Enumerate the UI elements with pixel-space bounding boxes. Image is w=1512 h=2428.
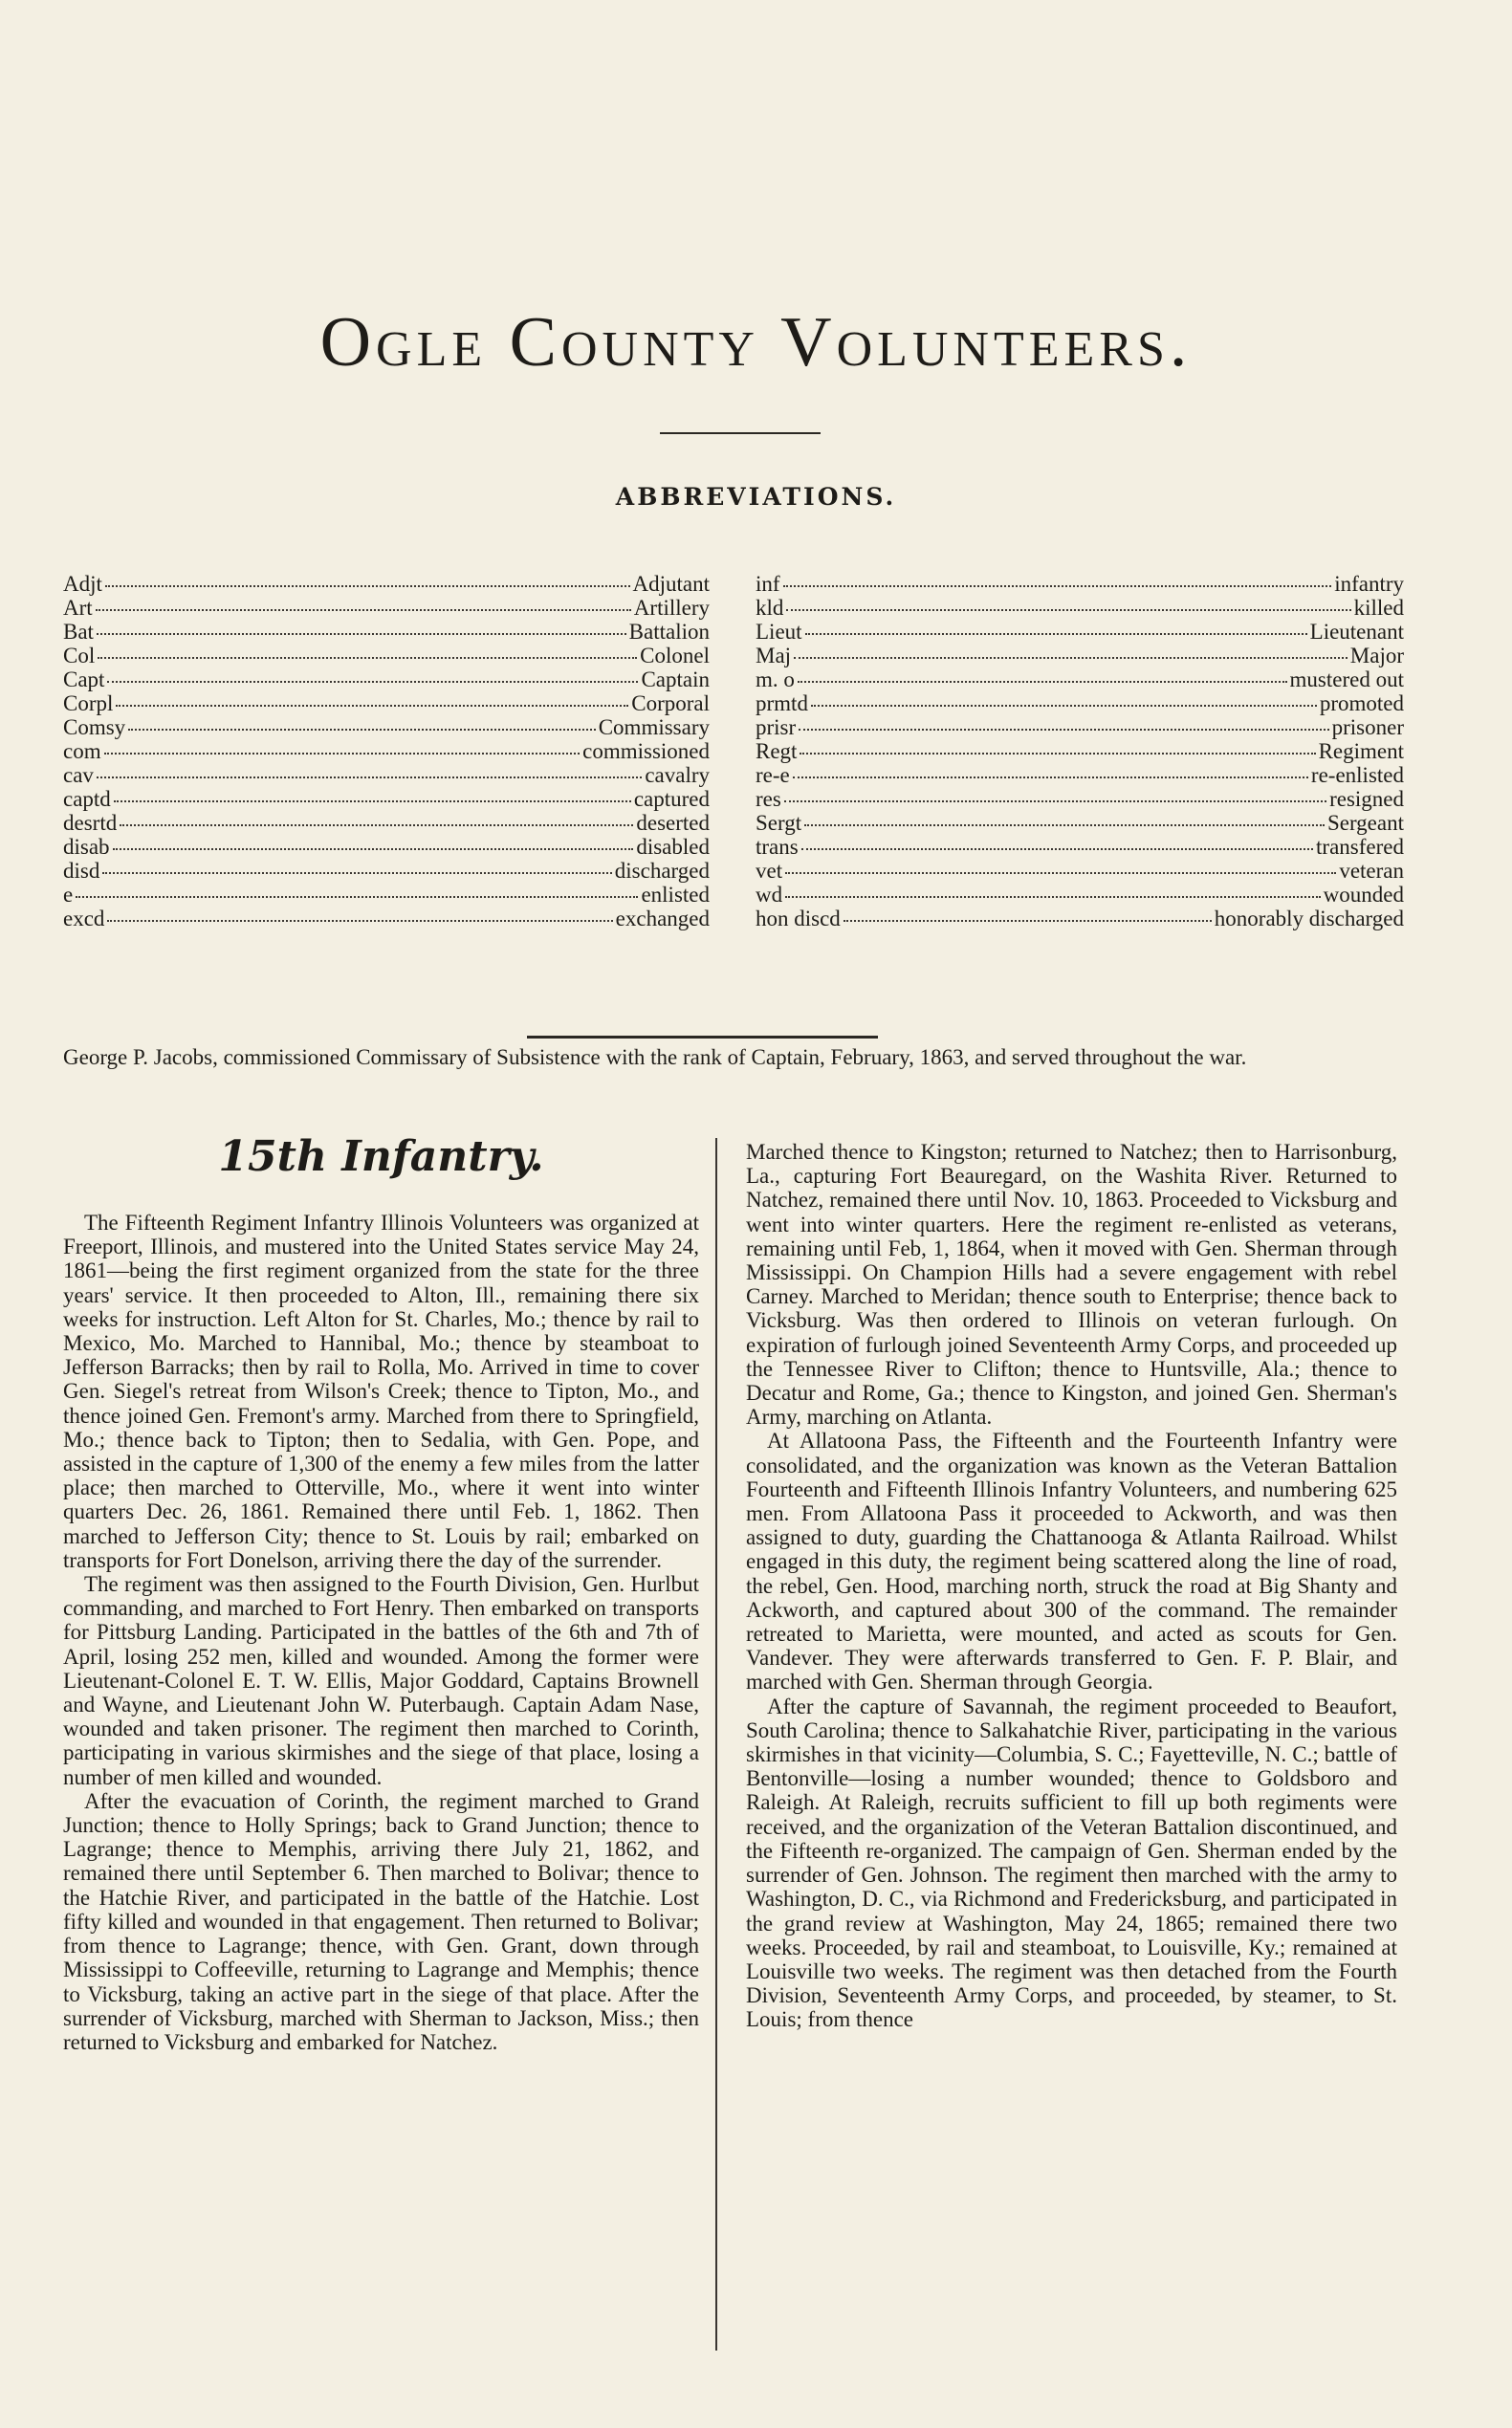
abbreviation-row <box>756 763 1404 787</box>
abbreviation-row <box>63 596 710 620</box>
abbreviation: e <box>63 883 74 907</box>
dot-leader <box>96 609 631 611</box>
dot-leader <box>786 609 1350 611</box>
abbreviation-meaning: Battalion <box>628 620 710 644</box>
abbreviation: Col <box>63 644 96 667</box>
column-divider <box>715 1138 717 2351</box>
dot-leader <box>785 872 1336 874</box>
abbreviation-row <box>63 883 710 907</box>
abbreviation-row <box>63 667 710 691</box>
abbreviation-row <box>756 883 1404 907</box>
abbreviation-row <box>63 572 710 596</box>
abbreviation-row <box>63 835 710 859</box>
abbreviation-row <box>756 835 1404 859</box>
dot-leader <box>116 705 628 707</box>
dot-leader <box>804 824 1325 826</box>
paragraph: After the capture of Savannah, the regiment proceeded to Beaufort, South Carolina; thence to Salkahatchie River, participating in the various skirmishes in that vicinity—Columbia, S. C.; Fayetteville, N. C.; battle of Bentonville—losing a number wounded; thence to Goldsboro and Raleigh. At Raleigh, recruits sufficient to fill up both regiments were received, and the organization of the Veteran Battalion discontinued, and the Fifteenth re-organized. The campaign of Gen. Sherman ended by the surrender of Gen. Johnson. The regiment then marched with the army to Washington, D. C., via Richmond and Fredericksburg, and participated in the grand review at Washington, May 24, 1865; remained there two weeks. Proceeded, by rail and steamboat, to Louisville, Ky.; remained at Louisville two weeks. The regiment was then detached from the Fourth Division, Seventeenth Army Corps, and proceeded, by steamer, to St. Louis; from thence <box>746 1694 1397 2032</box>
abbreviation-meaning: Regiment <box>1318 739 1404 763</box>
dot-leader <box>801 848 1313 850</box>
abbreviation: Adjt <box>63 572 102 596</box>
abbreviation: Regt <box>756 739 798 763</box>
abbreviations-list-right <box>756 572 1404 930</box>
abbreviation: Lieut <box>756 620 802 644</box>
dot-leader <box>805 633 1307 635</box>
dot-leader <box>107 920 612 922</box>
abbreviation-row <box>756 644 1404 667</box>
abbreviation-row <box>756 667 1404 691</box>
abbreviation-row <box>63 907 710 930</box>
abbreviation-meaning: infantry <box>1334 572 1404 596</box>
abbreviation: captd <box>63 787 111 811</box>
abbreviation-meaning: enlisted <box>641 883 710 907</box>
abbreviation-row <box>63 691 710 715</box>
abbreviation-meaning: commissioned <box>582 739 710 763</box>
abbreviation-meaning: deserted <box>636 811 710 835</box>
abbreviation: wd <box>756 883 783 907</box>
abbreviation-row <box>756 715 1404 739</box>
dot-leader <box>798 681 1287 683</box>
dot-leader <box>97 777 642 778</box>
dot-leader <box>785 896 1321 898</box>
abbreviation-meaning: Major <box>1349 644 1404 667</box>
abbreviation-row <box>63 620 710 644</box>
abbreviation-meaning: discharged <box>614 859 710 883</box>
abbreviation-meaning: veteran <box>1339 859 1404 883</box>
abbreviation: inf <box>756 572 780 596</box>
abbreviation: disd <box>63 859 100 883</box>
jacobs-note: George P. Jacobs, commissioned Commissary of Subsistence with the rank of Captain, February, 1863, and served throughout the war. <box>63 1045 1247 1069</box>
dot-leader <box>811 705 1317 707</box>
abbreviation: Sergt <box>756 811 802 835</box>
abbreviations-list-left <box>63 572 710 930</box>
abbreviation-row <box>63 787 710 811</box>
dot-leader <box>783 585 1332 587</box>
dot-leader <box>793 777 1308 778</box>
abbreviation-row <box>756 859 1404 883</box>
abbreviation-meaning: mustered out <box>1289 667 1404 691</box>
abbreviation: prmtd <box>756 691 808 715</box>
abbreviation: vet <box>756 859 783 883</box>
dot-leader <box>104 753 581 755</box>
abbreviation-row <box>756 572 1404 596</box>
abbreviation-meaning: prisoner <box>1331 715 1404 739</box>
abbreviation-meaning: transfered <box>1316 835 1404 859</box>
abbreviations-heading: ABBREVIATIONS. <box>615 483 897 511</box>
section-heading: 15th Infantry. <box>218 1132 544 1181</box>
abbreviation-row <box>63 644 710 667</box>
abbreviation-meaning: resigned <box>1329 787 1404 811</box>
page-title: Ogle County Volunteers. <box>319 303 1193 382</box>
abbreviation: kld <box>756 596 784 620</box>
abbreviation: Maj <box>756 644 792 667</box>
abbreviation-meaning: disabled <box>636 835 710 859</box>
abbreviation: cav <box>63 763 94 787</box>
abbreviation-row <box>756 907 1404 930</box>
abbreviation-meaning: promoted <box>1319 691 1404 715</box>
paragraph: At Allatoona Pass, the Fifteenth and the Fourteenth Infantry were consolidated, and the organization was known as the Veteran Battalion Fourteenth and Fifteenth Illinois Infantry Volunteers, and numbering 625 men. From Allatoona Pass it proceeded to Ackworth, and was then assigned to duty, guarding the Chattanooga & Atlanta Railroad. Whilst engaged in this duty, the regiment being scattered along the line of road, the rebel, Gen. Hood, marching north, struck the road at Big Shanty and Ackworth, and captured about 300 of the command. The remainder retreated to Marietta, were mounted, and acted as scouts for Gen. Vandever. They were afterwards transferred to Gen. F. P. Blair, and marched with Gen. Sherman through Georgia. <box>746 1429 1397 1695</box>
dot-leader <box>120 824 633 826</box>
abbreviation-meaning: captured <box>633 787 710 811</box>
abbreviation-meaning: Commissary <box>598 715 710 739</box>
right-column <box>746 1140 1397 2328</box>
abbreviation: res <box>756 787 781 811</box>
dot-leader <box>800 753 1315 755</box>
abbreviation-meaning: wounded <box>1323 883 1404 907</box>
abbreviation-meaning: Sergeant <box>1326 811 1404 835</box>
dot-leader <box>97 633 626 635</box>
abbreviation-meaning: killed <box>1353 596 1404 620</box>
dot-leader <box>113 848 634 850</box>
paragraph: Marched thence to Kingston; returned to Natchez; then to Harrisonburg, La., capturing Fort Beauregard, on the Washita River. Returned to Natchez, remained there until Nov. 10, 1863. Proceeded to Vicksburg and went into winter quarters. Here the regiment re-enlisted as veterans, remaining until Feb, 1, 1864, when it moved with Gen. Sherman through Mississippi. On Champion Hills had a severe engagement with rebel Carney. Marched to Meridan; thence south to Enterprise; thence back to Vicksburg. Was then ordered to Illinois on veteran furlough. On expiration of furlough joined Seventeenth Army Corps, and proceeded up the Tennessee River to Clifton; thence to Huntsville, Ala.; thence to Decatur and Rome, Ga.; thence to Kingston, and joined Gen. Sherman's Army, marching on Atlanta. <box>746 1140 1397 1430</box>
abbreviation-row <box>756 596 1404 620</box>
dot-leader <box>105 585 630 587</box>
dot-leader <box>794 657 1348 659</box>
abbreviation-meaning: Adjutant <box>632 572 710 596</box>
dot-leader <box>107 681 638 683</box>
abbreviation-meaning: exchanged <box>615 907 710 930</box>
abbreviation-meaning: Colonel <box>640 644 710 667</box>
section-rule <box>527 1036 878 1039</box>
dot-leader <box>844 920 1212 922</box>
abbreviation: trans <box>756 835 799 859</box>
abbreviation-row <box>63 715 710 739</box>
abbreviation-row <box>756 620 1404 644</box>
dot-leader <box>98 657 637 659</box>
abbreviation-meaning: re-enlisted <box>1310 763 1404 787</box>
abbreviation: desrtd <box>63 811 118 835</box>
abbreviation-row <box>756 787 1404 811</box>
abbreviation: disab <box>63 835 110 859</box>
paragraph: After the evacuation of Corinth, the regiment marched to Grand Junction; thence to Holly Springs; back to Grand Junction; thence to Lagrange; thence to Memphis, arriving there July 21, 1862, and remained there until September 6. Then marched to Bolivar; thence to the Hatchie River, and participated in the battle of the Hatchie. Lost fifty killed and wounded in that engagement. Then returned to Bolivar; from thence to Lagrange; thence, with Gen. Grant, down through Mississippi to Coffeeville, returning to Lagrange and Memphis; thence to Vicksburg, taking an active part in the siege of that place. After the surrender of Vicksburg, marched with Sherman to Jackson, Miss.; then returned to Vicksburg and embarked for Natchez. <box>63 1788 699 2054</box>
abbreviation: Capt <box>63 667 105 691</box>
dot-leader <box>102 872 611 874</box>
abbreviation: Corpl <box>63 691 114 715</box>
abbreviation: re-e <box>756 763 790 787</box>
abbreviation-row <box>756 811 1404 835</box>
abbreviation-row <box>756 739 1404 763</box>
abbreviation-row <box>63 811 710 835</box>
abbreviation-meaning: Lieutenant <box>1309 620 1404 644</box>
abbreviation-row <box>63 739 710 763</box>
dot-leader <box>114 800 631 802</box>
abbreviation: m. o <box>756 667 795 691</box>
abbreviation: prisr <box>756 715 797 739</box>
abbreviation-row <box>63 859 710 883</box>
abbreviation: hon discd <box>756 907 841 930</box>
abbreviation: excd <box>63 907 105 930</box>
title-rule <box>660 432 821 434</box>
abbreviation-row <box>63 763 710 787</box>
abbreviation-meaning: Captain <box>641 667 710 691</box>
abbreviation-meaning: Artillery <box>633 596 710 620</box>
left-column <box>63 1211 699 2328</box>
abbreviation: com <box>63 739 101 763</box>
dot-leader <box>784 800 1326 802</box>
paragraph: The Fifteenth Regiment Infantry Illinois Volunteers was organized at Freeport, Illinois, and mustered into the United States service May 24, 1861—being the first regiment organized from the state for the three years' service. It then proceeded to Alton, Ill., remaining there six weeks for instruction. Left Alton for St. Charles, Mo.; thence by rail to Mexico, Mo. Marched to Hannibal, Mo.; thence by steamboat to Jefferson Barracks; then by rail to Rolla, Mo. Arrived in time to cover Gen. Siegel's retreat from Wilson's Creek; thence to Tipton, Mo., and thence joined Gen. Fremont's army. Marched from there to Springfield, Mo.; thence back to Tipton; then to Sedalia, with Gen. Pope, and assisted in the capture of 1,300 of the enemy a few miles from the latter place; then marched to Otterville, Mo., where it went into winter quarters Dec. 26, 1861. Remained there until Feb. 1, 1862. Then marched to Jefferson City; thence to St. Louis by rail; embarked on transports for Fort Donelson, arriving there the day of the surrender. <box>63 1211 699 1572</box>
abbreviation: Art <box>63 596 93 620</box>
abbreviation: Bat <box>63 620 94 644</box>
dot-leader <box>799 729 1328 731</box>
abbreviation: Comsy <box>63 715 126 739</box>
abbreviation-meaning: honorably discharged <box>1214 907 1404 930</box>
paragraph: The regiment was then assigned to the Fourth Division, Gen. Hurlbut commanding, and marched to Fort Henry. Then embarked on transports for Pittsburg Landing. Participated in the battles of the 6th and 7th of April, losing 252 men, killed and wounded. Among the former were Lieutenant-Colonel E. T. W. Ellis, Major Goddard, Captains Brownell and Wayne, and Lieutenant John W. Puterbaugh. Captain Adam Nase, wounded and taken prisoner. The regiment then marched to Corinth, participating in various skirmishes and the siege of that place, losing a number of men killed and wounded. <box>63 1572 699 1789</box>
abbreviation-meaning: Corporal <box>631 691 710 715</box>
abbreviation-row <box>756 691 1404 715</box>
dot-leader <box>76 896 638 898</box>
dot-leader <box>128 729 596 731</box>
abbreviation-meaning: cavalry <box>645 763 710 787</box>
